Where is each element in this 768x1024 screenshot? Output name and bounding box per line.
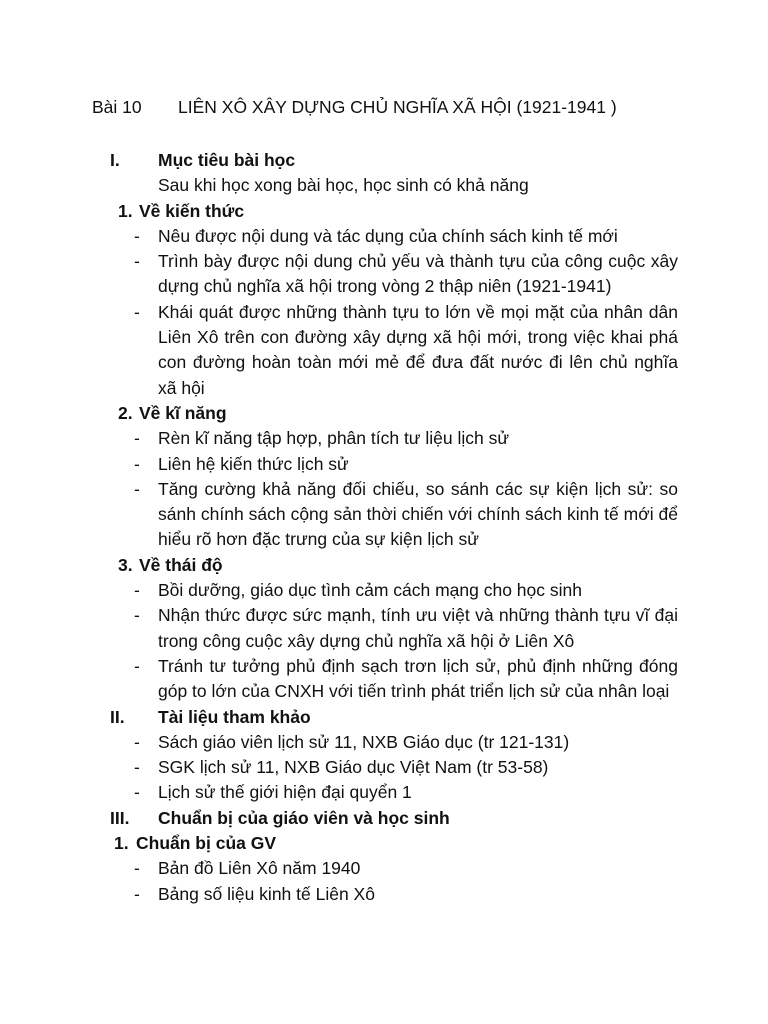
bullet-dash: - bbox=[134, 757, 140, 778]
list-item-text: Lịch sử thế giới hiện đại quyển 1 bbox=[158, 782, 412, 803]
bullet-dash: - bbox=[134, 478, 140, 499]
list-item-text: SGK lịch sử 11, NXB Giáo dục Việt Nam (tr 53-58) bbox=[158, 757, 549, 778]
bullet-dash: - bbox=[134, 858, 140, 879]
section-heading-preparation bbox=[0, 806, 768, 831]
bullet-dash: - bbox=[134, 782, 140, 803]
bullet-dash: - bbox=[134, 453, 140, 474]
section-number: I. bbox=[110, 150, 120, 170]
list-item-text: Bồi dưỡng, giáo dục tình cảm cách mạng cho học sinh bbox=[158, 580, 582, 601]
section-heading-references bbox=[0, 705, 768, 730]
subsection-title: Chuẩn bị của GV bbox=[136, 833, 277, 854]
list-item bbox=[0, 654, 678, 705]
subsection-heading-knowledge bbox=[0, 199, 768, 224]
list-item bbox=[0, 755, 678, 780]
subsection-number: 2. bbox=[118, 402, 133, 423]
subsection-heading-skills bbox=[0, 401, 768, 426]
section-number: III. bbox=[110, 807, 130, 828]
list-item-text: Nhận thức được sức mạnh, tính ưu việt và những thành tựu vĩ đại trong công cuộc xây dựng chủ nghĩa xã hội ở Liên Xô bbox=[158, 605, 678, 651]
subsection-number: 1. bbox=[118, 200, 133, 221]
list-item-text: Nêu được nội dung và tác dụng của chính sách kinh tế mới bbox=[158, 225, 618, 246]
list-item-text: Rèn kĩ năng tập hợp, phân tích tư liệu lịch sử bbox=[158, 428, 510, 449]
list-item bbox=[0, 452, 678, 477]
list-item bbox=[0, 249, 678, 300]
subsection-heading-attitude bbox=[0, 553, 768, 578]
section-heading-objectives bbox=[0, 148, 768, 173]
list-item-text: Bản đồ Liên Xô năm 1940 bbox=[158, 858, 361, 879]
bullet-dash: - bbox=[134, 883, 140, 904]
list-item bbox=[0, 300, 678, 401]
subsection-title: Về thái độ bbox=[139, 554, 223, 575]
lesson-header bbox=[0, 95, 768, 120]
list-item-text: Bảng số liệu kinh tế Liên Xô bbox=[158, 883, 375, 904]
list-item bbox=[0, 730, 678, 755]
list-item-text: Tránh tư tưởng phủ định sạch trơn lịch sử, phủ định những đóng góp to lớn của CNXH với tiến trình phát triển lịch sử của nhân loại bbox=[158, 655, 678, 702]
bullet-dash: - bbox=[134, 251, 140, 272]
bullet-dash: - bbox=[134, 225, 140, 246]
subsection-number: 1. bbox=[114, 833, 129, 854]
bullet-dash: - bbox=[134, 605, 140, 626]
lesson-number: Bài 10 bbox=[92, 97, 142, 117]
subsection-title: Về kĩ năng bbox=[139, 402, 227, 423]
list-item bbox=[0, 780, 678, 805]
section-title: Chuẩn bị của giáo viên và học sinh bbox=[158, 807, 450, 828]
subsection-heading-teacher-prep bbox=[0, 831, 768, 856]
list-item bbox=[0, 477, 678, 553]
list-item-text: Khái quát được những thành tựu to lớn về mọi mặt của nhân dân Liên Xô trên con đường xây dựng xã hội mới, trong việc khai phá con đường hoàn toàn mới mẻ để đưa đất nước đi lên chủ nghĩa xã hội bbox=[158, 301, 678, 398]
list-item bbox=[0, 603, 678, 654]
list-item bbox=[0, 856, 678, 881]
list-item-text: Sách giáo viên lịch sử 11, NXB Giáo dục (tr 121-131) bbox=[158, 731, 570, 752]
subsection-number: 3. bbox=[118, 554, 133, 575]
list-item bbox=[0, 224, 678, 249]
lesson-title: LIÊN XÔ XÂY DỰNG CHỦ NGHĨA XÃ HỘI (1921-1941 ) bbox=[178, 97, 617, 117]
subsection-title: Về kiến thức bbox=[139, 200, 245, 221]
list-item bbox=[0, 578, 678, 603]
section-number: II. bbox=[110, 706, 125, 727]
bullet-dash: - bbox=[134, 731, 140, 752]
list-item bbox=[0, 426, 678, 451]
section-intro: Sau khi học xong bài học, học sinh có khả năng bbox=[158, 175, 529, 196]
section-title: Tài liệu tham khảo bbox=[158, 706, 311, 727]
list-item-text: Trình bày được nội dung chủ yếu và thành tựu của công cuộc xây dựng chủ nghĩa xã hội trong vòng 2 thập niên (1921-1941) bbox=[158, 251, 678, 297]
bullet-dash: - bbox=[134, 428, 140, 449]
bullet-dash: - bbox=[134, 580, 140, 601]
list-item bbox=[0, 882, 678, 907]
list-item-text: Liên hệ kiến thức lịch sử bbox=[158, 453, 349, 474]
section-title: Mục tiêu bài học bbox=[158, 150, 296, 170]
bullet-dash: - bbox=[134, 301, 140, 322]
list-item-text: Tăng cường khả năng đối chiếu, so sánh các sự kiện lịch sử: so sánh chính sách cộng sản thời chiến với chính sách kinh tế mới để hiểu rõ hơn đặc trưng của sự kiện lịch sử bbox=[158, 478, 678, 550]
bullet-dash: - bbox=[134, 655, 140, 676]
